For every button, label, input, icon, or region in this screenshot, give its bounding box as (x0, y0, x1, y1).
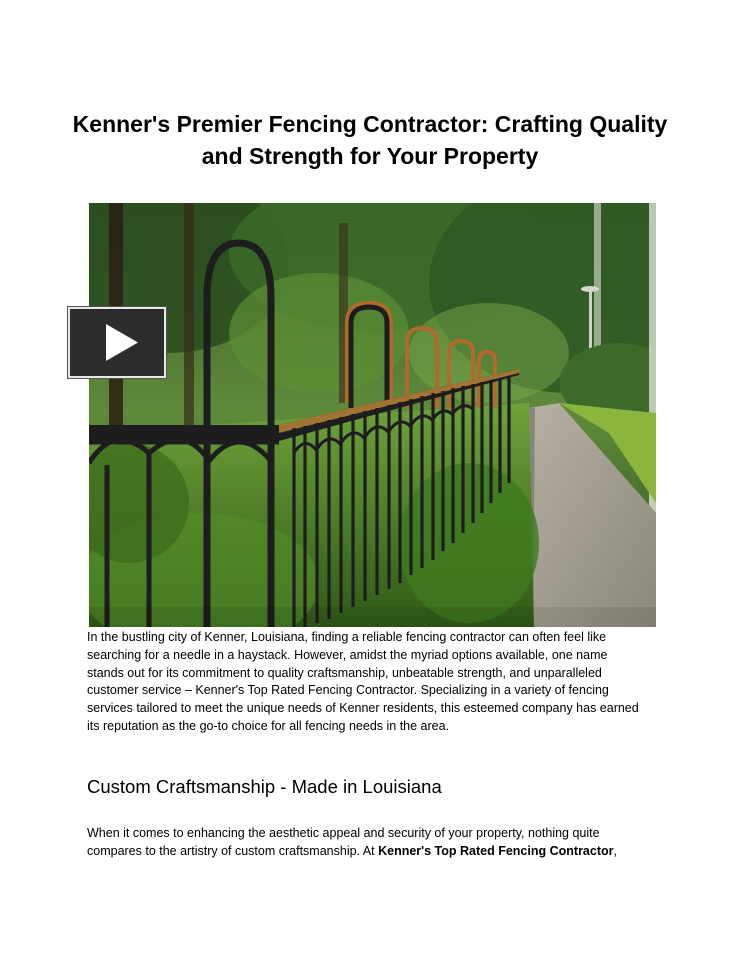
intro-paragraph: In the bustling city of Kenner, Louisiana, finding a reliable fencing contractor can often feel like searching for a needle in a haystack. However, amidst the myriad options available, one name stands out for its commitment to quality craftsmanship, unbeatable strength, and unparalleled customer service – Kenner's Top Rated Fencing Contractor. Specializing in a variety of fencing services tailored to meet the unique needs of Kenner residents, this esteemed company has earned its reputation as the go-to choice for all fencing needs in the area. (87, 630, 639, 733)
section-heading: Custom Craftsmanship - Made in Louisiana (87, 776, 442, 797)
page-title: Kenner's Premier Fencing Contractor: Crafting Quality and Strength for Your Property (72, 111, 668, 169)
section-paragraph-text: When it comes to enhancing the aesthetic appeal and security of your property, nothing quite compares to the artistry of custom craftsmanship. At (87, 826, 600, 858)
fence-park-photo (89, 203, 656, 627)
hero-image (89, 203, 656, 627)
play-icon (70, 309, 164, 376)
play-button[interactable] (68, 307, 166, 378)
company-name-bold: Kenner's Top Rated Fencing Contractor (378, 843, 614, 858)
section-paragraph (87, 825, 647, 861)
section-paragraph-trailing: , (613, 843, 617, 858)
